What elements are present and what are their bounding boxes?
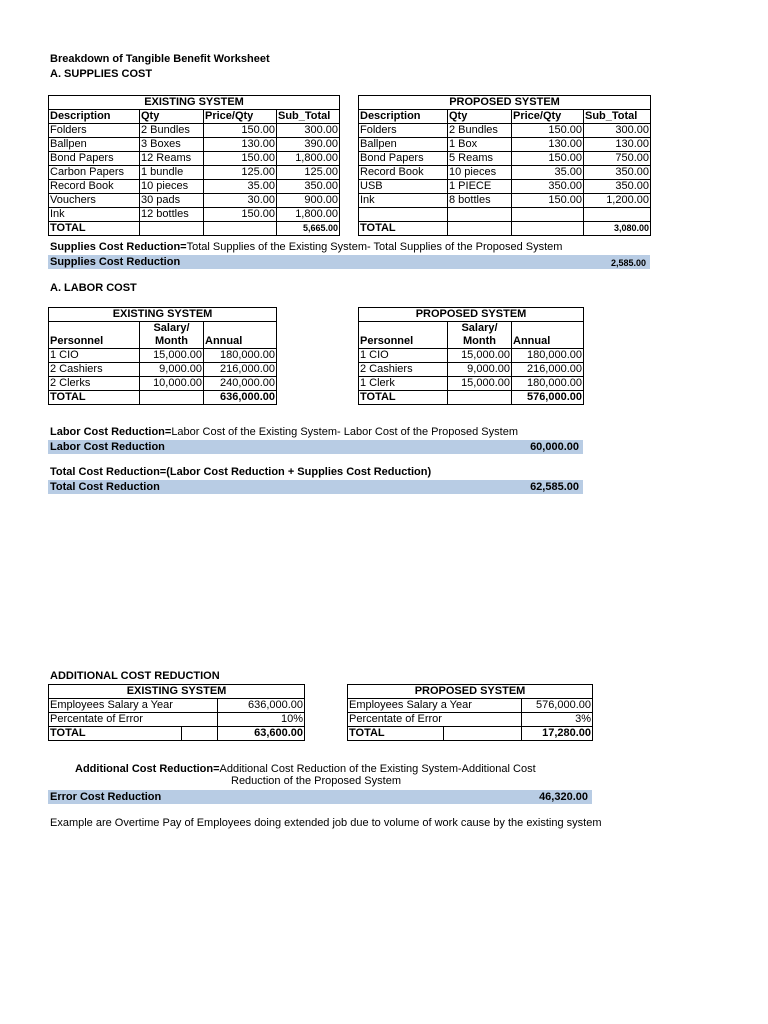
additional-existing-header: EXISTING SYSTEM [49,685,305,699]
table-cell: 216,000.00 [512,363,584,377]
table-row [49,152,340,166]
labor-reduction-label: Labor Cost Reduction [50,441,165,453]
table-header-row [359,322,584,336]
column-header: Description [49,110,140,124]
table-cell: Employees Salary a Year [49,699,218,713]
table-cell: 2 Bundles [448,124,512,138]
column-header: Salary/ [448,322,512,336]
formula-label: Labor Cost Reduction= [50,426,172,438]
supplies-reduction-value: 2,585.00 [610,258,646,268]
table-cell: 130.00 [584,138,651,152]
total-value: 3,080.00 [584,221,651,235]
table-row [49,699,305,713]
table-cell: 1,800.00 [277,152,340,166]
table-cell: 180,000.00 [512,349,584,363]
column-header: Description [359,110,448,124]
table-row [49,377,277,391]
table-cell: 125.00 [277,166,340,180]
table-cell: Ink [49,208,140,222]
labor-reduction-bar [48,440,583,454]
table-cell: 3 Boxes [140,138,204,152]
table-row [49,713,305,727]
table-cell: 150.00 [512,124,584,138]
table-cell: Record Book [49,180,140,194]
table-cell: 390.00 [277,138,340,152]
table-header-row [49,322,277,336]
table-row [359,124,651,138]
example-note: Example are Overtime Pay of Employees doing extended job due to volume of work cause by the existing system [50,817,602,829]
column-header: Price/Qty [512,110,584,124]
table-row [49,124,340,138]
table-cell: 636,000.00 [218,699,305,713]
total-reduction-label: Total Cost Reduction [50,481,160,493]
column-header: Price/Qty [204,110,277,124]
total-label: TOTAL [49,391,140,405]
formula-text: Total Supplies of the Existing System- Total Supplies of the Proposed System [186,241,563,253]
total-value: 636,000.00 [204,391,277,405]
table-cell: 150.00 [512,194,584,208]
table-cell: 10 pieces [140,180,204,194]
column-header: Personnel [49,335,140,349]
column-header: Sub_Total [584,110,651,124]
table-cell: 35.00 [512,166,584,180]
worksheet-title: Breakdown of Tangible Benefit Worksheet [50,53,270,65]
supplies-existing-header: EXISTING SYSTEM [49,96,340,110]
table-cell: 2 Bundles [140,124,204,138]
table-header-row [359,110,651,124]
table-cell: 1 CIO [49,349,140,363]
table-cell: Bond Papers [49,152,140,166]
table-cell: 1 Box [448,138,512,152]
labor-proposed-header: PROPOSED SYSTEM [359,308,584,322]
additional-formula-line-2: Reduction of the Proposed System [231,775,401,787]
table-row [348,713,593,727]
table-row-empty [359,208,651,222]
table-cell: 9,000.00 [448,363,512,377]
error-reduction-bar [48,790,592,804]
table-cell: 125.00 [204,166,277,180]
table-cell: Carbon Papers [49,166,140,180]
table-cell: 1 CIO [359,349,448,363]
table-total-row [49,222,340,236]
table-cell: 240,000.00 [204,377,277,391]
total-label: TOTAL [359,221,448,235]
table-cell: 2 Clerks [49,377,140,391]
table-cell: 15,000.00 [140,349,204,363]
table-cell: 12 bottles [140,208,204,222]
table-cell: 350.00 [584,180,651,194]
labor-existing-header: EXISTING SYSTEM [49,308,277,322]
table-cell: 3% [522,713,593,727]
table-cell: Percentate of Error [49,713,218,727]
supplies-proposed-header: PROPOSED SYSTEM [359,96,651,110]
table-cell: 8 bottles [448,194,512,208]
column-header: Month [140,335,204,349]
table-cell: 750.00 [584,152,651,166]
table-cell: Folders [359,124,448,138]
table-row [49,138,340,152]
labor-reduction-value: 60,000.00 [530,441,579,453]
table-cell: 10,000.00 [140,377,204,391]
formula-label: Additional Cost Reduction= [75,763,220,775]
total-reduction-formula: Total Cost Reduction=(Labor Cost Reduction + Supplies Cost Reduction) [50,466,432,478]
table-total-row [359,221,651,235]
table-cell: 150.00 [204,152,277,166]
column-header: Salary/ [140,322,204,336]
table-cell: Ballpen [49,138,140,152]
table-cell: 150.00 [204,124,277,138]
labor-heading: A. LABOR COST [50,282,137,294]
column-header: Annual [204,335,277,349]
table-cell: 1 PIECE [448,180,512,194]
supplies-reduction-label: Supplies Cost Reduction [50,256,181,268]
table-row [359,349,584,363]
table-cell: 350.00 [277,180,340,194]
table-total-row [49,391,277,405]
table-header-row [359,335,584,349]
table-cell: 15,000.00 [448,349,512,363]
table-cell: 130.00 [512,138,584,152]
table-header-row [49,110,340,124]
table-cell: 300.00 [584,124,651,138]
table-row [359,180,651,194]
table-row [49,349,277,363]
table-cell: Ballpen [359,138,448,152]
total-reduction-bar [48,480,583,494]
table-row [348,699,593,713]
total-value: 17,280.00 [522,727,593,741]
table-cell: USB [359,180,448,194]
table-cell: 15,000.00 [448,377,512,391]
table-cell: 180,000.00 [204,349,277,363]
table-cell: 5 Reams [448,152,512,166]
table-cell: 1,200.00 [584,194,651,208]
table-cell: Folders [49,124,140,138]
column-header: Personnel [359,335,448,349]
table-row [49,208,340,222]
table-row [359,138,651,152]
supplies-formula [50,241,562,254]
total-label: TOTAL [49,222,140,236]
table-cell: 350.00 [584,166,651,180]
total-value: 576,000.00 [512,391,584,405]
table-cell: 900.00 [277,194,340,208]
table-cell: 2 Cashiers [49,363,140,377]
table-cell: 150.00 [512,152,584,166]
table-cell: 35.00 [204,180,277,194]
labor-proposed-table [358,307,584,405]
table-row [359,363,584,377]
supplies-heading: A. SUPPLIES COST [50,68,153,80]
total-label: TOTAL [49,727,182,741]
table-row [359,152,651,166]
total-label: TOTAL [359,391,448,405]
table-row [49,180,340,194]
table-cell: Record Book [359,166,448,180]
labor-formula [50,426,518,439]
supplies-existing-table [48,95,340,236]
table-total-row [49,727,305,741]
table-row [359,166,651,180]
formula-text: Labor Cost of the Existing System- Labor Cost of the Proposed System [171,426,518,438]
table-cell: 130.00 [204,138,277,152]
column-header: Month [448,335,512,349]
table-cell: 1 Clerk [359,377,448,391]
table-cell: 30.00 [204,194,277,208]
total-value: 63,600.00 [218,727,305,741]
additional-heading: ADDITIONAL COST REDUCTION [50,670,220,682]
formula-text: Additional Cost Reduction of the Existing System-Additional Cost [219,763,536,775]
labor-existing-table [48,307,277,405]
table-cell: 10% [218,713,305,727]
total-label: TOTAL [348,727,444,741]
total-reduction-value: 62,585.00 [530,481,579,493]
table-cell: 300.00 [277,124,340,138]
supplies-proposed-table [358,95,651,236]
table-row [49,166,340,180]
column-header: Sub_Total [277,110,340,124]
table-cell: 576,000.00 [522,699,593,713]
table-cell: Bond Papers [359,152,448,166]
additional-proposed-header: PROPOSED SYSTEM [348,685,593,699]
table-cell: 9,000.00 [140,363,204,377]
formula-label: Supplies Cost Reduction= [50,241,187,253]
supplies-reduction-bar [48,255,650,269]
additional-proposed-table [347,684,593,741]
table-cell: 150.00 [204,208,277,222]
table-cell: 10 pieces [448,166,512,180]
table-row [49,194,340,208]
additional-existing-table [48,684,305,741]
table-cell: 1 bundle [140,166,204,180]
total-value: 5,665.00 [277,222,340,236]
column-header: Qty [140,110,204,124]
table-cell: 1,800.00 [277,208,340,222]
table-row [49,363,277,377]
table-total-row [359,391,584,405]
column-header: Qty [448,110,512,124]
table-cell: 216,000.00 [204,363,277,377]
table-cell: Ink [359,194,448,208]
column-header: Annual [512,335,584,349]
table-cell: 12 Reams [140,152,204,166]
error-reduction-label: Error Cost Reduction [50,791,162,803]
error-reduction-value: 46,320.00 [539,791,588,803]
table-cell: Vouchers [49,194,140,208]
table-header-row [49,335,277,349]
table-total-row [348,727,593,741]
table-row [359,377,584,391]
table-cell: 180,000.00 [512,377,584,391]
table-row [359,194,651,208]
table-cell: 350.00 [512,180,584,194]
table-cell: 2 Cashiers [359,363,448,377]
table-cell: Percentate of Error [348,713,522,727]
table-cell: Employees Salary a Year [348,699,522,713]
table-cell: 30 pads [140,194,204,208]
